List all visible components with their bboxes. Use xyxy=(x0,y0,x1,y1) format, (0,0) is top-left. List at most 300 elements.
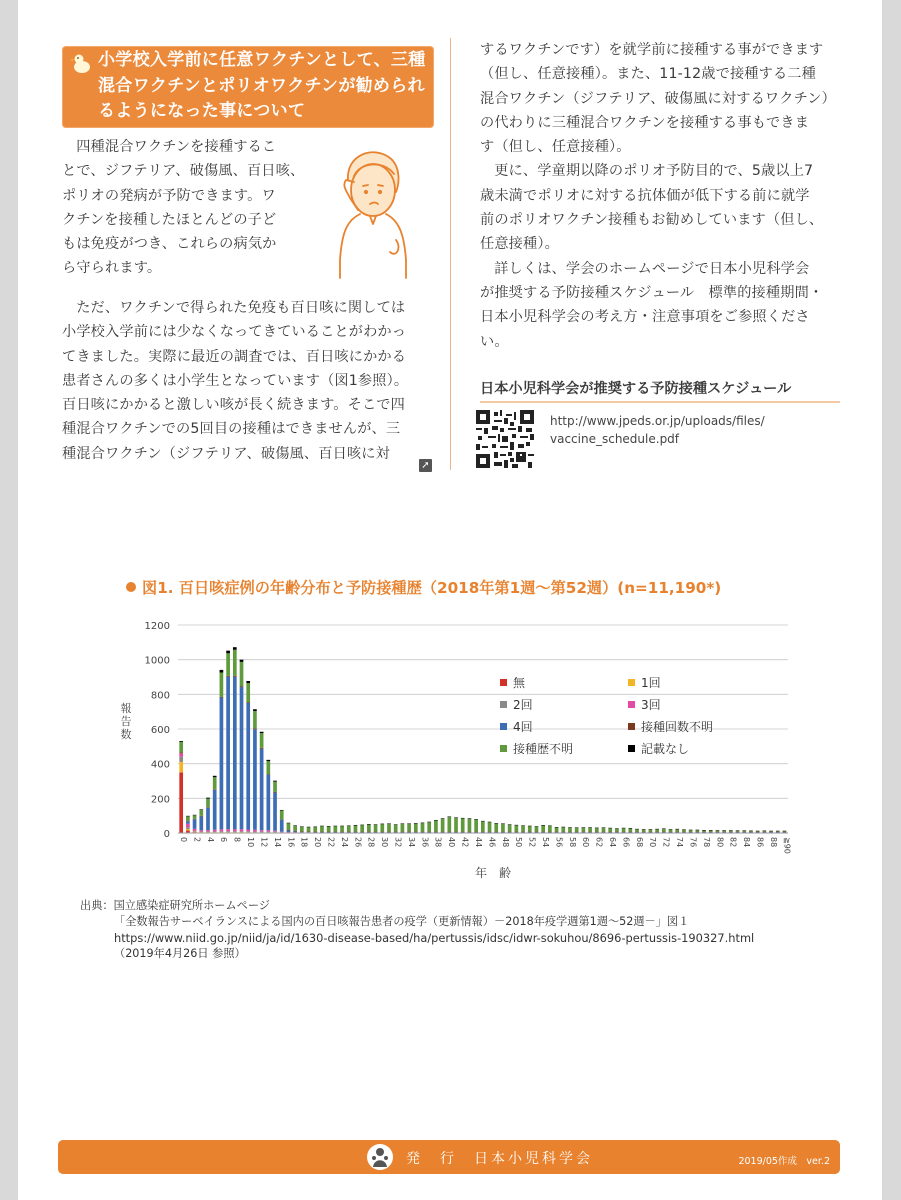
legend-label: 記載なし xyxy=(641,742,690,756)
bar-segment xyxy=(561,827,565,832)
legend-label: 4回 xyxy=(513,720,533,734)
bar-segment xyxy=(535,827,539,832)
bar-segment xyxy=(360,832,364,833)
bar-segment xyxy=(233,677,237,830)
bar-segment xyxy=(233,831,237,832)
bar-segment xyxy=(233,647,237,650)
bar-segment xyxy=(394,825,398,832)
bar-segment xyxy=(628,828,632,829)
x-tick-label: 52 xyxy=(527,837,537,848)
left-paragraph-2 xyxy=(62,296,442,466)
bar-segment xyxy=(682,830,686,832)
bar-segment xyxy=(380,824,384,825)
x-tick-label: 66 xyxy=(621,837,631,848)
bar-segment xyxy=(273,793,277,831)
bar-segment xyxy=(729,830,733,831)
bar-segment xyxy=(662,829,666,832)
bar-segment xyxy=(702,830,706,831)
bar-segment xyxy=(515,825,519,831)
bar-segment xyxy=(273,782,277,792)
bar-segment xyxy=(347,826,351,827)
bar-segment xyxy=(608,828,612,829)
bar-segment xyxy=(528,826,532,827)
bar-segment xyxy=(588,827,592,828)
bar-segment xyxy=(374,832,378,833)
bar-segment xyxy=(434,832,438,833)
legend-label: 接種歴不明 xyxy=(513,742,574,756)
text-line: が推奨する予防接種スケジュール 標準的接種期間・ xyxy=(480,284,824,301)
bar-segment xyxy=(709,830,713,831)
bar-segment xyxy=(481,832,485,833)
bar-segment xyxy=(193,815,197,816)
bar-segment xyxy=(367,824,371,825)
bar-segment xyxy=(246,683,250,702)
bar-segment xyxy=(689,832,693,833)
bar-segment xyxy=(193,831,197,832)
legend-label: 2回 xyxy=(513,698,533,712)
legend-label: 接種回数不明 xyxy=(641,720,714,734)
bar-segment xyxy=(186,824,190,827)
bar-segment xyxy=(454,818,458,832)
bar-segment xyxy=(287,823,291,824)
x-tick-label: 58 xyxy=(567,837,577,848)
bar-segment xyxy=(253,830,257,832)
bar-segment xyxy=(447,817,451,818)
text-line: 小学校入学前には少なくなってきていることがわかっ xyxy=(62,324,407,341)
bar-segment xyxy=(220,672,224,696)
bar-segment xyxy=(763,831,767,832)
bar-segment xyxy=(488,822,492,832)
bar-segment xyxy=(340,826,344,827)
bar-segment xyxy=(769,832,773,833)
bar-segment xyxy=(675,829,679,830)
legend-label: 1回 xyxy=(641,676,661,690)
section-header xyxy=(62,46,434,128)
bar-segment xyxy=(682,829,686,830)
bar-segment xyxy=(742,830,746,831)
bar-segment xyxy=(367,832,371,833)
column-divider xyxy=(450,38,451,470)
bar-segment xyxy=(588,828,592,832)
bar-segment xyxy=(642,829,646,830)
x-tick-label: ≧90 xyxy=(782,837,792,854)
bar-segment xyxy=(354,832,358,833)
x-tick-label: 6 xyxy=(219,837,229,843)
bar-segment xyxy=(240,831,244,832)
bar-segment xyxy=(380,824,384,832)
x-tick-label: 14 xyxy=(272,837,282,848)
legend-swatch xyxy=(500,723,507,730)
bar-segment xyxy=(575,828,579,832)
x-tick-label: 12 xyxy=(259,837,269,848)
bar-segment xyxy=(307,827,311,831)
bar-segment xyxy=(729,832,733,833)
bar-segment xyxy=(374,824,378,825)
url-line[interactable]: vaccine_schedule.pdf xyxy=(550,431,680,446)
bar-segment xyxy=(220,670,224,673)
bar-segment xyxy=(360,825,364,826)
text-line: ただ、ワクチンで得られた免疫も百日咳に関しては xyxy=(76,300,406,316)
bar-segment xyxy=(401,824,405,832)
bar-segment xyxy=(414,823,418,824)
x-tick-label: 64 xyxy=(608,837,618,848)
legend-label: 3回 xyxy=(641,698,661,712)
legend-swatch xyxy=(500,679,507,686)
bar-segment xyxy=(193,819,197,820)
text-line: クチンを接種したほとんどの子ど xyxy=(62,211,277,228)
bar-segment xyxy=(628,832,632,833)
bar-segment xyxy=(528,832,532,833)
bar-segment xyxy=(783,831,787,832)
x-tick-label: 42 xyxy=(460,837,470,848)
bar-segment xyxy=(213,831,217,832)
bar-segment xyxy=(749,831,753,832)
bar-segment xyxy=(575,832,579,833)
bar-segment xyxy=(213,789,217,790)
bar-segment xyxy=(776,831,780,832)
bar-segment xyxy=(240,662,244,686)
legend-swatch xyxy=(628,723,635,730)
bar-segment xyxy=(246,831,250,832)
section-title: 小学校入学前に任意ワクチンとして、三種混合ワクチンとポリオワクチンが勧められるようになった事について xyxy=(98,50,426,121)
bar-segment xyxy=(347,832,351,833)
bar-segment xyxy=(226,651,230,654)
left-paragraph-1 xyxy=(62,135,322,159)
x-tick-label: 10 xyxy=(246,837,256,848)
x-tick-label: 20 xyxy=(313,837,323,848)
bar-segment xyxy=(273,781,277,782)
bar-segment xyxy=(233,676,237,677)
x-tick-label: 22 xyxy=(326,837,336,848)
bar-segment xyxy=(206,807,210,808)
bar-segment xyxy=(474,819,478,831)
bar-segment xyxy=(186,829,190,830)
bar-segment xyxy=(689,830,693,832)
bar-segment xyxy=(253,711,257,728)
bar-segment xyxy=(220,697,224,698)
bar-segment xyxy=(307,827,311,828)
bar-segment xyxy=(266,832,270,833)
bar-segment xyxy=(401,823,405,824)
bar-segment xyxy=(582,827,586,828)
bar-segment xyxy=(307,831,311,832)
bar-segment xyxy=(481,821,485,822)
bar-segment xyxy=(675,832,679,833)
bar-segment xyxy=(622,828,626,829)
y-tick-label: 200 xyxy=(150,794,170,806)
bar-segment xyxy=(340,826,344,832)
bar-segment xyxy=(602,828,606,832)
x-tick-label: 32 xyxy=(393,837,403,848)
bar-segment xyxy=(769,831,773,832)
bar-segment xyxy=(260,733,264,748)
bar-segment xyxy=(709,832,713,833)
bar-segment xyxy=(246,830,250,832)
bar-segment xyxy=(280,832,284,833)
bar-segment xyxy=(702,830,706,831)
bar-segment xyxy=(226,653,230,676)
source-label: 出典：国立感染症研究所ホームページ xyxy=(80,899,270,912)
y-axis-label: 報 xyxy=(120,702,132,715)
bar-segment xyxy=(481,821,485,831)
text-line: 混合ワクチン（ジフテリア、破傷風に対するワクチン） xyxy=(480,90,836,107)
bar-segment xyxy=(260,830,264,831)
bar-segment xyxy=(434,820,438,831)
bar-segment xyxy=(313,827,317,828)
bar-segment xyxy=(602,827,606,828)
bar-segment xyxy=(193,815,197,818)
source-date: （2019年4月26日 参照） xyxy=(114,947,246,960)
text-line: 詳しくは、学会のホームページで日本小児科学会 xyxy=(494,260,810,277)
publisher-text: 発 行 日本小児科学会 xyxy=(406,1151,593,1167)
y-tick-label: 800 xyxy=(150,690,170,702)
source-url[interactable]: https://www.niid.go.jp/niid/ja/id/1630-disease-based/ha/pertussis/idsc/idwr-sokuhou/8696-pertussis-190327.html xyxy=(114,931,755,945)
bar-segment xyxy=(642,830,646,832)
bar-segment xyxy=(293,831,297,832)
bar-segment xyxy=(293,826,297,831)
x-tick-label: 78 xyxy=(701,837,711,848)
bar-segment xyxy=(494,823,498,831)
bar-segment xyxy=(293,825,297,826)
text-line: 四種混合ワクチンを接種するこ xyxy=(76,139,277,155)
x-tick-label: 40 xyxy=(447,837,457,848)
bar-segment xyxy=(548,826,552,827)
bar-segment xyxy=(635,832,639,833)
x-tick-label: 68 xyxy=(634,837,644,848)
bar-segment xyxy=(501,823,505,824)
bar-segment xyxy=(615,828,619,829)
x-tick-label: 36 xyxy=(420,837,430,848)
bar-segment xyxy=(313,827,317,832)
bar-segment xyxy=(682,832,686,833)
bar-segment xyxy=(702,832,706,833)
bar-segment xyxy=(327,826,331,831)
text-line: 歳未満でポリオに対する抗体価が低下する前に就学 xyxy=(480,187,810,204)
x-tick-label: 88 xyxy=(768,837,778,848)
bar-segment xyxy=(622,828,626,831)
bar-segment xyxy=(266,760,270,761)
bar-segment xyxy=(179,772,183,833)
bar-segment xyxy=(434,820,438,821)
bar-segment xyxy=(414,832,418,833)
bar-segment xyxy=(407,824,411,832)
bar-segment xyxy=(535,826,539,827)
bar-segment xyxy=(320,826,324,832)
bar-segment xyxy=(555,832,559,833)
bar-segment xyxy=(716,830,720,831)
bar-segment xyxy=(179,752,183,753)
bar-segment xyxy=(179,762,183,772)
y-tick-label: 400 xyxy=(150,759,170,771)
text-line: 種混合ワクチンでの5回目の接種はできませんが、三 xyxy=(62,421,401,438)
bar-segment xyxy=(675,829,679,831)
bar-segment xyxy=(394,832,398,833)
bar-segment xyxy=(488,822,492,823)
bar-segment xyxy=(454,817,458,818)
bar-segment xyxy=(548,826,552,832)
bar-segment xyxy=(287,830,291,831)
bar-segment xyxy=(662,828,666,829)
bar-segment xyxy=(515,825,519,826)
text-line: するワクチンです）を就学前に接種する事ができます xyxy=(480,42,824,58)
bar-segment xyxy=(548,832,552,833)
bar-segment xyxy=(655,829,659,831)
bar-segment xyxy=(260,832,264,833)
qr-code-icon[interactable] xyxy=(476,410,534,468)
duck-icon xyxy=(70,52,92,74)
bar-segment xyxy=(300,831,304,832)
bar-segment xyxy=(555,827,559,831)
x-tick-label: 76 xyxy=(688,837,698,848)
bar-segment xyxy=(622,832,626,833)
bar-segment xyxy=(669,829,673,830)
bar-segment xyxy=(407,832,411,833)
bar-segment xyxy=(575,827,579,828)
x-tick-label: 46 xyxy=(487,837,497,848)
bar-segment xyxy=(186,816,190,820)
x-tick-label: 16 xyxy=(286,837,296,848)
bar-segment xyxy=(716,832,720,833)
bar-segment xyxy=(206,832,210,833)
bar-segment xyxy=(494,832,498,833)
bar-segment xyxy=(602,832,606,833)
bar-segment xyxy=(488,832,492,833)
x-tick-label: 8 xyxy=(232,837,242,843)
x-tick-label: 82 xyxy=(728,837,738,848)
bar-segment xyxy=(461,818,465,819)
bar-segment xyxy=(266,774,270,775)
text-line: てきました。実際に最近の調査では、百日咳にかかる xyxy=(62,348,407,365)
bar-segment xyxy=(722,832,726,833)
bar-segment xyxy=(414,823,418,831)
schedule-url[interactable] xyxy=(550,413,765,448)
bar-segment xyxy=(461,832,465,833)
bar-segment xyxy=(246,702,250,703)
bar-segment xyxy=(327,832,331,833)
bar-segment xyxy=(608,832,612,833)
bar-segment xyxy=(427,832,431,833)
text-line: 種混合ワクチン（ジフテリア、破傷風、百日咳に対 xyxy=(62,445,390,462)
bar-segment xyxy=(474,819,478,820)
bar-segment xyxy=(193,829,197,831)
bar-segment xyxy=(642,832,646,833)
society-logo-icon xyxy=(366,1143,394,1171)
bar-segment xyxy=(266,775,270,830)
bar-segment xyxy=(555,827,559,828)
bar-segment xyxy=(588,832,592,833)
text-line: の代わりに三種混合ワクチンを接種する事もできま xyxy=(480,114,810,131)
bar-segment xyxy=(253,831,257,832)
bar-segment xyxy=(273,832,277,833)
bar-segment xyxy=(340,832,344,833)
bar-segment xyxy=(441,818,445,819)
bar-segment xyxy=(756,832,760,833)
bar-segment xyxy=(380,832,384,833)
bar-segment xyxy=(468,832,472,833)
bar-segment xyxy=(280,810,284,819)
bar-segment xyxy=(300,826,304,827)
y-tick-label: 0 xyxy=(163,829,170,840)
bar-segment xyxy=(220,831,224,832)
bar-segment xyxy=(628,828,632,831)
bar-segment xyxy=(186,816,190,817)
bar-segment xyxy=(595,828,599,829)
bar-segment xyxy=(179,757,183,762)
bar-segment xyxy=(515,832,519,833)
bar-segment xyxy=(226,829,230,831)
bar-segment xyxy=(535,832,539,833)
bar-segment xyxy=(595,832,599,833)
bar-segment xyxy=(226,831,230,832)
y-axis-label: 数 xyxy=(120,728,132,741)
bar-segment xyxy=(635,829,639,831)
bar-segment xyxy=(508,824,512,825)
bar-segment xyxy=(280,810,284,811)
bar-segment xyxy=(179,741,183,742)
bar-segment xyxy=(246,681,250,683)
bar-segment xyxy=(595,828,599,832)
bar-segment xyxy=(213,830,217,832)
legend-swatch xyxy=(628,701,635,708)
y-tick-label: 1200 xyxy=(144,621,170,632)
bar-segment xyxy=(280,820,284,832)
bar-segment xyxy=(320,832,324,833)
bar-segment xyxy=(742,832,746,833)
bar-segment xyxy=(736,830,740,831)
bar-segment xyxy=(615,832,619,833)
bar-segment xyxy=(541,832,545,833)
bar-segment xyxy=(568,832,572,833)
bar-segment xyxy=(260,748,264,749)
bar-segment xyxy=(447,832,451,833)
bar-segment xyxy=(240,660,244,662)
bar-segment xyxy=(468,818,472,819)
bar-segment xyxy=(729,831,733,832)
bar-segment xyxy=(280,819,284,820)
y-axis-label: 告 xyxy=(120,715,132,728)
bar-segment xyxy=(360,825,364,832)
bar-segment xyxy=(521,826,525,832)
right-paragraph-1 xyxy=(480,38,860,354)
bar-segment xyxy=(354,825,358,826)
bar-segment xyxy=(253,709,257,711)
text-line: ポリオの発病が予防できます。ワ xyxy=(62,187,276,204)
x-tick-label: 56 xyxy=(554,837,564,848)
bar-segment xyxy=(199,809,203,810)
bar-segment xyxy=(541,825,545,826)
url-line[interactable]: http://www.jpeds.or.jp/uploads/files/ xyxy=(550,414,765,428)
bar-segment xyxy=(695,830,699,831)
x-tick-label: 74 xyxy=(675,837,685,848)
bar-segment xyxy=(226,677,230,830)
bar-segment xyxy=(287,830,291,832)
bar-segment xyxy=(273,792,277,793)
bar-segment xyxy=(206,808,210,831)
bar-segment xyxy=(186,821,190,822)
bar-segment xyxy=(253,729,257,830)
bar-segment xyxy=(260,732,264,733)
x-tick-label: 48 xyxy=(500,837,510,848)
bar-segment xyxy=(199,816,203,830)
x-tick-label: 54 xyxy=(540,837,550,848)
bar-segment xyxy=(246,703,250,830)
bar-segment xyxy=(199,832,203,833)
pertussis-age-chart xyxy=(108,600,808,885)
bar-segment xyxy=(260,749,264,830)
bar-segment xyxy=(287,823,291,830)
bar-segment xyxy=(501,824,505,832)
bar-segment xyxy=(193,819,197,829)
